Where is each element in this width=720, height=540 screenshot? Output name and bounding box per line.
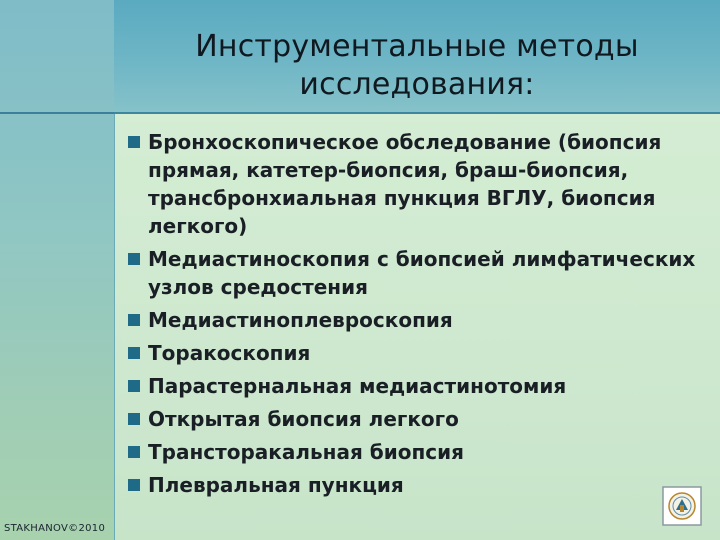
list-item-text: Медиастиноплевроскопия (148, 308, 453, 332)
square-bullet-icon (128, 413, 140, 425)
divider-left (0, 112, 114, 114)
list-item-text: Торакоскопия (148, 341, 311, 365)
square-bullet-icon (128, 314, 140, 326)
list-item-text: Парастернальная медиастинотомия (148, 374, 567, 398)
divider-right (114, 112, 720, 114)
list-item (128, 339, 708, 367)
list-item-text: Медиастиноскопия с биопсией лимфатических узлов средостения (148, 247, 696, 299)
left-decor-band (0, 0, 115, 540)
square-bullet-icon (128, 479, 140, 491)
list-item (128, 405, 708, 433)
list-item (128, 245, 708, 301)
list-item (128, 471, 708, 499)
list-item (128, 372, 708, 400)
list-item (128, 128, 708, 240)
list-item-text: Плевральная пункция (148, 473, 404, 497)
list-item (128, 306, 708, 334)
square-bullet-icon (128, 446, 140, 458)
list-item-text: Бронхоскопическое обследование (биопсия прямая, катетер-биопсия, браш-биопсия, трансбронхиальная пункция ВГЛУ, биопсия легкого) (148, 130, 662, 238)
square-bullet-icon (128, 253, 140, 265)
square-bullet-icon (128, 136, 140, 148)
methods-list (128, 128, 708, 504)
slide-title-line-1: Инструментальные методы (195, 29, 639, 64)
list-item (128, 438, 708, 466)
footer-credit: STAKHANOV©2010 (4, 523, 106, 534)
emblem-icon[interactable] (662, 486, 702, 526)
list-item-text: Открытая биопсия легкого (148, 407, 459, 431)
list-item-text: Трансторакальная биопсия (148, 440, 465, 464)
square-bullet-icon (128, 380, 140, 392)
slide-title (114, 28, 720, 104)
square-bullet-icon (128, 347, 140, 359)
slide-title-line-2: исследования: (299, 67, 535, 102)
